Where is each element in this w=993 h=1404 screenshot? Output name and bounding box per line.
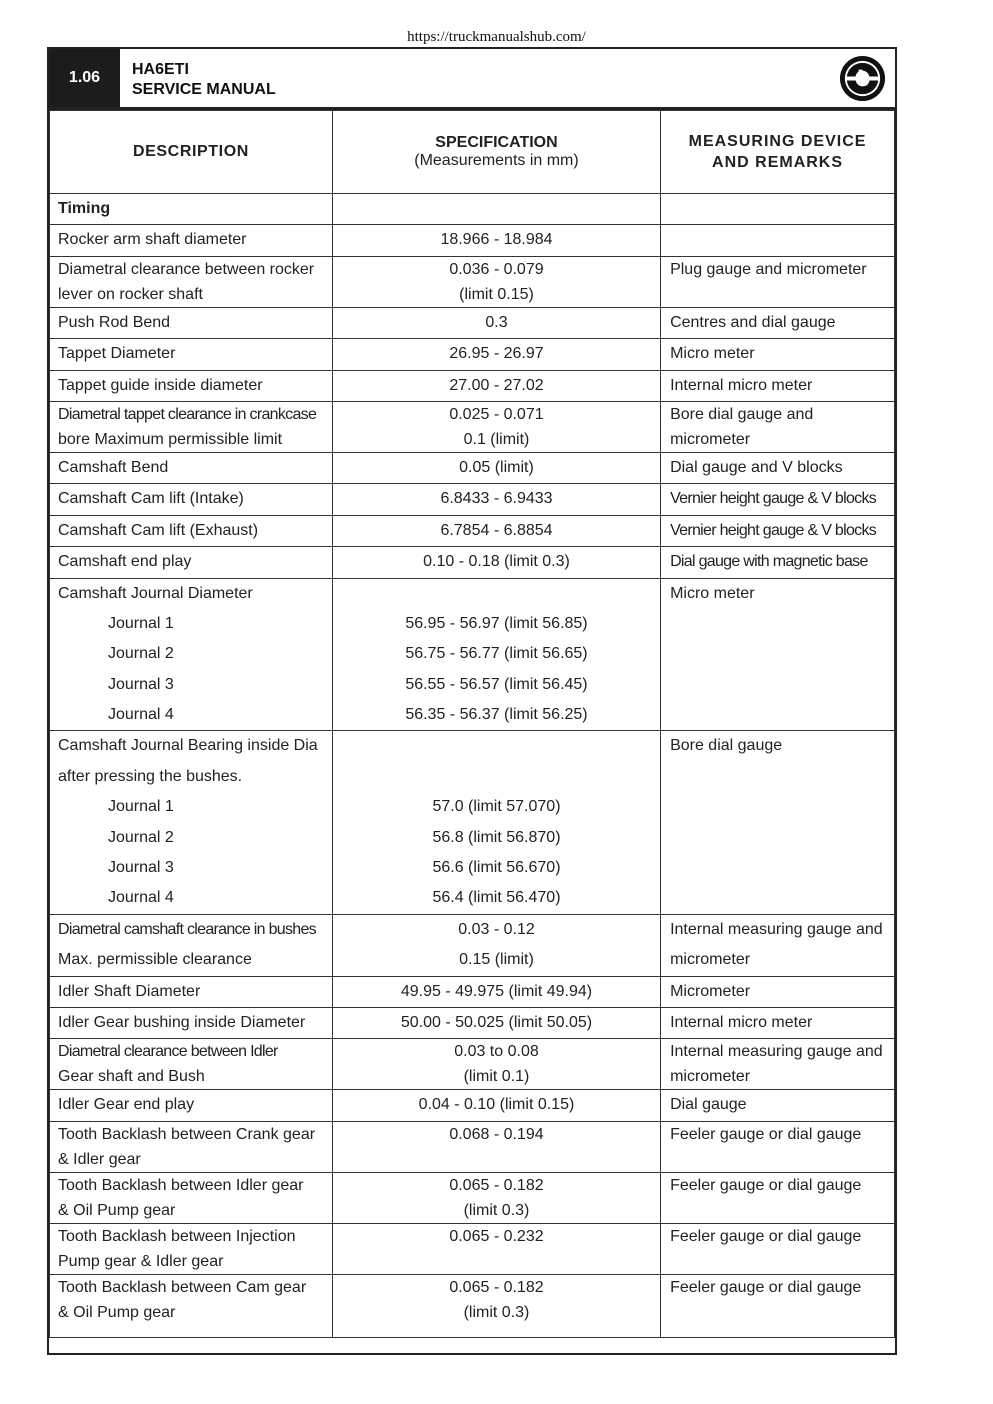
- table-row: [50, 1172, 895, 1223]
- table-row: [50, 225, 895, 256]
- specification-cell: [332, 1121, 660, 1172]
- table-row: [50, 547, 895, 578]
- cell-text: Diametral camshaft clearance in bushes: [58, 920, 316, 938]
- page-header: [49, 49, 895, 110]
- column-header-remarks: [661, 111, 895, 194]
- cell-text: Diametral tappet clearance in crankcase: [58, 405, 317, 423]
- table-row: [50, 1007, 895, 1038]
- table-row: [50, 307, 895, 338]
- cell-text: Diametral clearance between Idler: [58, 1043, 278, 1061]
- description-cell: [50, 1172, 333, 1223]
- specification-cell: [332, 1223, 660, 1274]
- description-cell: [50, 731, 333, 914]
- specification-table: [49, 110, 895, 1338]
- table-row: [50, 339, 895, 370]
- cell-text: Camshaft Journal Bearing inside Dia: [58, 737, 318, 755]
- cell-text: bore Maximum permissible limit: [58, 430, 283, 448]
- remarks-cell: [661, 515, 895, 546]
- journal-label: Journal 2: [108, 828, 174, 846]
- cell-text: Internal micro meter: [670, 376, 813, 394]
- cell-text: Camshaft Cam lift (Intake): [58, 490, 244, 508]
- cell-text: 0.04 - 0.10 (limit 0.15): [418, 1096, 575, 1114]
- remarks-cell: [661, 1223, 895, 1274]
- cell-text: [661, 194, 894, 224]
- specification-cell: [332, 194, 660, 225]
- remarks-cell: [661, 1172, 895, 1223]
- page-frame: [47, 47, 897, 1355]
- cell-text: lever on rocker shaft: [58, 285, 203, 303]
- cell-text: 50.00 - 50.025 (limit 50.05): [400, 1013, 593, 1031]
- remarks-cell: [661, 1039, 895, 1090]
- specification-cell: [332, 452, 660, 483]
- table-row: [50, 401, 895, 452]
- specification-cell: [332, 484, 660, 515]
- table-row: [50, 914, 895, 976]
- description-cell: [50, 1274, 333, 1337]
- specification-cell: [332, 1172, 660, 1223]
- remarks-cell: [661, 339, 895, 370]
- specification-cell: [332, 547, 660, 578]
- remarks-cell: [661, 547, 895, 578]
- table-row: [50, 578, 895, 731]
- cell-text: Micro meter: [670, 345, 755, 363]
- cell-text: Max. permissible clearance: [58, 951, 252, 969]
- cell-text: micrometer: [670, 951, 751, 969]
- specification-cell: [332, 976, 660, 1007]
- journal-label: Journal 3: [108, 675, 174, 693]
- description-cell: [50, 307, 333, 338]
- cell-text: & Oil Pump gear: [58, 1303, 176, 1321]
- journal-label: Journal 4: [108, 706, 174, 724]
- cell-text: 26.95 - 26.97: [449, 345, 544, 363]
- description-cell: [50, 1121, 333, 1172]
- cell-text: Idler Gear bushing inside Diameter: [58, 1013, 306, 1031]
- cell-text: Feeler gauge or dial gauge: [670, 1278, 862, 1296]
- manual-title: [132, 60, 276, 100]
- cell-text: Dial gauge: [670, 1096, 747, 1114]
- remarks-cell: [661, 307, 895, 338]
- cell-text: 0.068 - 0.194: [449, 1125, 544, 1143]
- cell-text: Gear shaft and Bush: [58, 1068, 205, 1086]
- cell-text: Idler Shaft Diameter: [58, 982, 201, 1000]
- description-cell: [50, 976, 333, 1007]
- description-cell: [50, 578, 333, 731]
- remarks-cell: [661, 1274, 895, 1337]
- cell-text: 0.065 - 0.182: [449, 1278, 544, 1296]
- cell-text: Tooth Backlash between Injection: [58, 1227, 296, 1245]
- specification-cell: [332, 1007, 660, 1038]
- description-cell: [50, 256, 333, 307]
- specification-cell: [332, 1274, 660, 1337]
- table-row: [50, 515, 895, 546]
- cell-text: Tappet Diameter: [58, 345, 176, 363]
- journal-label: Journal 1: [108, 798, 174, 816]
- cell-text: Bore dial gauge: [670, 737, 783, 755]
- cell-text: 0.036 - 0.079: [449, 260, 544, 278]
- remarks-cell: [661, 484, 895, 515]
- cell-text: 0.1 (limit): [463, 430, 530, 448]
- cell-text: [661, 225, 894, 255]
- cell-text: Tappet guide inside diameter: [58, 376, 263, 394]
- source-url: https://truckmanualshub.com/: [407, 29, 586, 45]
- column-header-description: DESCRIPTION: [50, 111, 333, 194]
- cell-text: Micrometer: [670, 982, 751, 1000]
- cell-text: 56.4 (limit 56.470): [432, 889, 561, 907]
- cell-text: 0.065 - 0.232: [449, 1227, 544, 1245]
- cell-text: Push Rod Bend: [58, 313, 171, 331]
- cell-text: 0.10 - 0.18 (limit 0.3): [423, 553, 570, 571]
- description-cell: [50, 452, 333, 483]
- specification-cell: [332, 256, 660, 307]
- specification-cell: [332, 307, 660, 338]
- table-row: [50, 1121, 895, 1172]
- remarks-cell: [661, 452, 895, 483]
- cell-text: Internal measuring gauge and: [670, 1043, 883, 1061]
- cell-text: 49.95 - 49.975 (limit 49.94): [400, 982, 593, 1000]
- table-row: [50, 256, 895, 307]
- table-row: [50, 731, 895, 914]
- specification-cell: [332, 515, 660, 546]
- cell-text: Camshaft end play: [58, 553, 192, 571]
- cell-text: Vernier height gauge & V blocks: [670, 490, 877, 508]
- cell-text: Diametral clearance between rocker: [58, 260, 315, 278]
- specification-cell: [332, 578, 660, 731]
- table-row: [50, 370, 895, 401]
- specification-cell: [332, 401, 660, 452]
- remarks-cell: [661, 370, 895, 401]
- cell-text: 0.15 (limit): [459, 951, 534, 969]
- table-row: [50, 1039, 895, 1090]
- cell-text: 18.966 - 18.984: [440, 231, 553, 249]
- remarks-cell: [661, 914, 895, 976]
- cell-text: 56.8 (limit 56.870): [432, 828, 561, 846]
- remarks-cell: [661, 1121, 895, 1172]
- remarks-cell: [661, 731, 895, 914]
- cell-text: Micro meter: [670, 584, 755, 602]
- remarks-cell: [661, 401, 895, 452]
- table-header-row: [50, 111, 895, 194]
- cell-text: (limit 0.3): [463, 1201, 530, 1219]
- cell-text: 0.05 (limit): [459, 458, 534, 476]
- cell-text: [333, 579, 660, 609]
- description-cell: [50, 547, 333, 578]
- cell-text: Rocker arm shaft diameter: [58, 231, 247, 249]
- journal-label: Journal 1: [108, 614, 174, 632]
- cell-text: 57.0 (limit 57.070): [432, 798, 561, 816]
- cell-text: 56.35 - 56.37 (limit 56.25): [405, 706, 588, 724]
- cell-text: Dial gauge and V blocks: [670, 458, 843, 476]
- table-row: [50, 194, 895, 225]
- cell-text: 56.6 (limit 56.670): [432, 859, 561, 877]
- cell-text: [333, 194, 660, 224]
- cell-text: Feeler gauge or dial gauge: [670, 1125, 862, 1143]
- cell-text: 27.00 - 27.02: [449, 376, 544, 394]
- journal-label: Journal 4: [108, 889, 174, 907]
- cell-text: 0.025 - 0.071: [449, 405, 544, 423]
- cell-text: Pump gear & Idler gear: [58, 1252, 224, 1270]
- journal-label: Journal 2: [108, 645, 174, 663]
- description-cell: [50, 1007, 333, 1038]
- remarks-cell: [661, 256, 895, 307]
- remarks-cell: [661, 578, 895, 731]
- manual-name: SERVICE MANUAL: [132, 81, 276, 98]
- cell-text: 6.8433 - 6.9433: [440, 490, 553, 508]
- description-cell: [50, 515, 333, 546]
- specification-cell: [332, 731, 660, 914]
- cell-text: (limit 0.1): [463, 1068, 530, 1086]
- cell-text: 0.03 to 0.08: [454, 1043, 539, 1061]
- cell-text: Vernier height gauge & V blocks: [670, 521, 877, 539]
- cell-text: 0.065 - 0.182: [449, 1176, 544, 1194]
- cell-text: Tooth Backlash between Crank gear: [58, 1125, 316, 1143]
- table-row: [50, 1274, 895, 1337]
- cell-text: micrometer: [670, 430, 751, 448]
- cell-text: Internal micro meter: [670, 1013, 813, 1031]
- specification-cell: [332, 914, 660, 976]
- cell-text: Camshaft Cam lift (Exhaust): [58, 521, 259, 539]
- specification-cell: [332, 225, 660, 256]
- specification-cell: [332, 370, 660, 401]
- cell-text: [333, 762, 660, 792]
- journal-label: Journal 3: [108, 859, 174, 877]
- remarks-cell: [661, 225, 895, 256]
- cell-text: Feeler gauge or dial gauge: [670, 1227, 862, 1245]
- cell-text: Plug gauge and micrometer: [670, 260, 867, 278]
- cell-text: 6.7854 - 6.8854: [440, 521, 553, 539]
- table-row: [50, 1090, 895, 1121]
- cell-text: Tooth Backlash between Cam gear: [58, 1278, 307, 1296]
- description-cell: [50, 1223, 333, 1274]
- specification-units: (Measurements in mm): [414, 152, 579, 169]
- remarks-cell: [661, 1007, 895, 1038]
- cell-text: (limit 0.15): [459, 285, 534, 303]
- remarks-cell: [661, 1090, 895, 1121]
- cell-text: Camshaft Journal Diameter: [58, 584, 253, 602]
- remarks-title-line1: MEASURING DEVICE: [688, 133, 867, 150]
- table-row: [50, 484, 895, 515]
- remarks-cell: [661, 194, 895, 225]
- cell-text: (limit 0.3): [463, 1303, 530, 1321]
- cell-text: Internal measuring gauge and: [670, 920, 883, 938]
- table-row: [50, 452, 895, 483]
- cell-text: Tooth Backlash between Idler gear: [58, 1176, 304, 1194]
- description-cell: [50, 484, 333, 515]
- table-row: [50, 976, 895, 1007]
- cell-text: 56.75 - 56.77 (limit 56.65): [405, 645, 588, 663]
- cell-text: 56.55 - 56.57 (limit 56.45): [405, 675, 588, 693]
- description-cell: [50, 339, 333, 370]
- section-number: 1.06: [49, 49, 120, 107]
- description-cell: [50, 370, 333, 401]
- cell-text: after pressing the bushes.: [58, 767, 243, 785]
- cell-text: Dial gauge with magnetic base: [670, 553, 868, 571]
- description-cell: [50, 914, 333, 976]
- specification-cell: [332, 339, 660, 370]
- remarks-title-line2: AND REMARKS: [712, 154, 844, 171]
- cell-text: & Idler gear: [58, 1150, 141, 1168]
- specification-cell: [332, 1039, 660, 1090]
- cell-text: 56.95 - 56.97 (limit 56.85): [405, 614, 588, 632]
- cell-text: Idler Gear end play: [58, 1096, 195, 1114]
- description-cell: [50, 194, 333, 225]
- specification-cell: [332, 1090, 660, 1121]
- remarks-cell: [661, 976, 895, 1007]
- cell-text: 0.03 - 0.12: [458, 920, 535, 938]
- cell-text: [333, 731, 660, 761]
- description-cell: [50, 225, 333, 256]
- cell-text: Camshaft Bend: [58, 458, 169, 476]
- cell-text: Centres and dial gauge: [670, 313, 836, 331]
- cell-text: & Oil Pump gear: [58, 1201, 176, 1219]
- description-cell: [50, 401, 333, 452]
- description-cell: [50, 1090, 333, 1121]
- description-cell: [50, 1039, 333, 1090]
- model-name: HA6ETI: [132, 61, 189, 78]
- cell-text: 0.3: [485, 313, 508, 331]
- column-header-specification: [332, 111, 660, 194]
- cell-text: Bore dial gauge and: [670, 405, 814, 423]
- section-heading: Timing: [58, 200, 111, 217]
- ashok-leyland-logo-icon: [838, 54, 887, 103]
- cell-text: micrometer: [670, 1068, 751, 1086]
- cell-text: Feeler gauge or dial gauge: [670, 1176, 862, 1194]
- table-row: [50, 1223, 895, 1274]
- specification-title: SPECIFICATION: [435, 134, 558, 151]
